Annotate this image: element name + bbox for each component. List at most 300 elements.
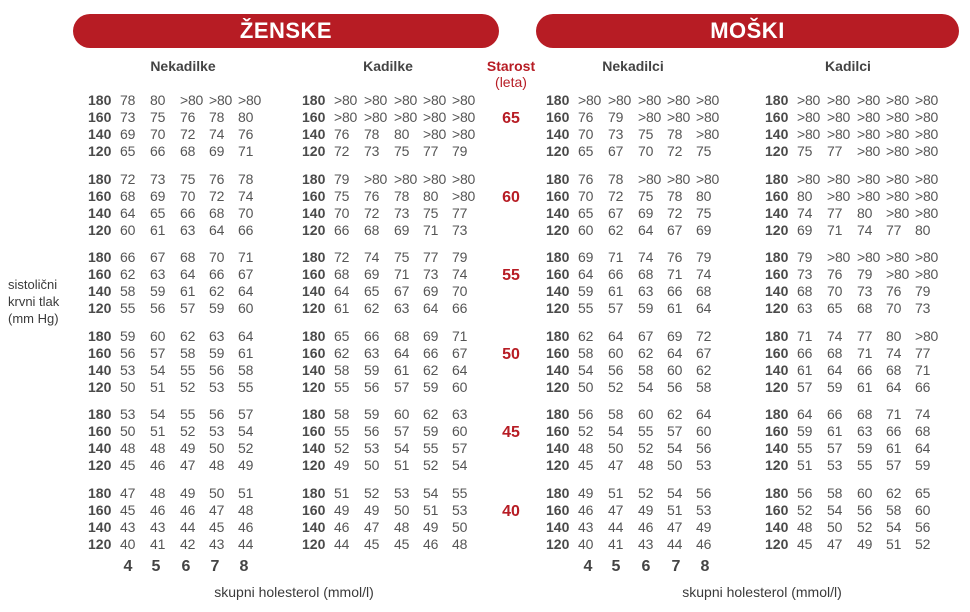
risk-value: >80 [857,126,881,142]
risk-value: 79 [608,109,624,125]
risk-value: 50 [827,518,843,535]
risk-value: 56 [364,378,380,395]
risk-value: >80 [696,170,720,187]
risk-value: 48 [150,484,166,501]
risk-value: 65 [578,204,594,221]
risk-value: 80 [238,109,254,125]
risk-value: 66 [452,300,468,316]
risk-value: 78 [120,92,136,108]
risk-value: 55 [578,300,594,316]
risk-value: 72 [667,143,683,159]
risk-value: 76 [334,126,350,142]
cholesterol-tick-label: 6 [181,558,191,575]
systolic-bp-label: 180 [88,249,112,265]
risk-value: 47 [608,501,624,518]
risk-value: >80 [827,187,851,204]
risk-value: 76 [180,109,196,125]
risk-value: >80 [696,126,720,142]
risk-value: 72 [209,187,225,204]
risk-value: 56 [209,361,225,378]
risk-value: 54 [423,484,439,501]
risk-value: 80 [150,92,166,108]
systolic-bp-label: 160 [88,109,112,125]
risk-value: 65 [827,300,843,316]
risk-value: 56 [150,300,166,316]
risk-value: 71 [608,249,624,265]
risk-value: 79 [452,143,468,159]
risk-value: 50 [452,518,468,535]
risk-value: 62 [886,484,902,501]
risk-value: 61 [886,440,902,456]
risk-value: 74 [827,327,843,344]
risk-value: 61 [857,378,873,395]
risk-value: 57 [180,300,196,316]
risk-value: 76 [364,187,380,204]
risk-value: >80 [334,92,358,108]
risk-value: 64 [667,344,683,361]
risk-value: 51 [667,501,683,518]
risk-value: 73 [915,300,931,316]
risk-value: 48 [578,440,594,456]
systolic-bp-label: 120 [546,300,570,316]
risk-value: 56 [797,484,813,501]
risk-value: 40 [578,535,594,552]
risk-value: 67 [452,344,468,361]
risk-value: 65 [364,283,380,299]
systolic-bp-label: 180 [765,484,789,501]
systolic-bp-label: 140 [546,440,570,456]
risk-value: 48 [394,518,410,535]
risk-value: 79 [915,283,931,299]
systolic-bp-label: 120 [765,300,789,316]
systolic-bp-label: 180 [546,484,570,501]
risk-value: 68 [334,266,350,282]
cholesterol-tick-label: 5 [611,558,621,575]
risk-value: 58 [638,361,654,378]
systolic-bp-label: 160 [765,109,789,125]
risk-value: 79 [857,266,873,282]
risk-value: >80 [886,249,910,265]
systolic-bp-label: 140 [302,518,326,535]
risk-value: 46 [696,535,712,552]
cholesterol-tick-label: 8 [700,558,710,575]
risk-value: 75 [394,249,410,265]
risk-value: 57 [667,423,683,439]
risk-value: 62 [578,327,594,344]
risk-value: 77 [915,344,931,361]
risk-value: 48 [120,440,136,456]
column-header-smoking-women: Kadilke [363,58,413,74]
risk-value: 66 [857,361,873,378]
risk-value: 70 [452,283,468,299]
risk-value: 50 [578,378,594,395]
risk-value: 62 [667,406,683,422]
risk-value: 62 [638,344,654,361]
risk-value: >80 [886,170,910,187]
age-label: 65 [502,110,520,127]
risk-value: 58 [578,344,594,361]
systolic-bp-label: 180 [302,92,326,108]
risk-value: 41 [150,535,166,552]
y-axis-label [8,276,59,327]
risk-value: 55 [334,423,350,439]
age-label: 60 [502,188,520,206]
risk-value: 68 [696,283,712,299]
column-header-nonsmoking-men: Nekadilci [602,58,664,74]
systolic-bp-label: 160 [546,501,570,518]
risk-value: 51 [150,378,166,395]
risk-value: >80 [797,170,821,187]
risk-value: >80 [638,92,662,108]
risk-value: 66 [364,327,380,344]
systolic-bp-label: 160 [765,344,789,361]
risk-value: 70 [578,126,594,142]
risk-value: 75 [638,126,654,142]
systolic-bp-label: 160 [302,187,326,204]
risk-value: 68 [857,406,873,422]
risk-value: 46 [150,501,166,518]
risk-value: 70 [334,204,350,221]
risk-value: >80 [857,92,881,108]
systolic-bp-label: 180 [302,249,326,265]
risk-value: >80 [452,187,476,204]
risk-value: 64 [452,361,468,378]
risk-value: 49 [857,535,873,552]
risk-value: 58 [334,406,350,422]
risk-value: 52 [180,423,196,439]
risk-value: 79 [797,249,813,265]
risk-value: 58 [696,378,712,395]
systolic-bp-label: 160 [302,344,326,361]
risk-value: 79 [696,249,712,265]
risk-value: 51 [150,423,166,439]
systolic-bp-label: 160 [88,344,112,361]
risk-value: 55 [857,457,873,473]
cholesterol-tick-label: 7 [210,558,220,575]
systolic-bp-label: 160 [302,501,326,518]
risk-value: 69 [578,249,594,265]
risk-value: 75 [180,170,196,187]
risk-value: 78 [667,126,683,142]
risk-value: 69 [423,327,439,344]
risk-value: 53 [394,484,410,501]
risk-value: 77 [452,204,468,221]
risk-value: 54 [452,457,468,473]
risk-value: 52 [334,440,350,456]
risk-value: 49 [578,484,594,501]
risk-value: 70 [827,283,843,299]
risk-value: 52 [578,423,594,439]
risk-value: 68 [857,300,873,316]
systolic-bp-label: 120 [302,300,326,316]
risk-value: 73 [857,283,873,299]
risk-value: 52 [423,457,439,473]
risk-value: 63 [452,406,468,422]
risk-value: 75 [696,143,712,159]
systolic-bp-label: 140 [765,126,789,142]
risk-value: 62 [364,300,380,316]
risk-value: 60 [150,327,166,344]
risk-value: 66 [886,423,902,439]
systolic-bp-label: 140 [88,440,112,456]
risk-value: 64 [238,283,254,299]
systolic-bp-label: 160 [546,266,570,282]
risk-value: 64 [180,266,196,282]
systolic-bp-label: 160 [88,423,112,439]
systolic-bp-label: 120 [88,143,112,159]
risk-value: 53 [209,423,225,439]
systolic-bp-label: 140 [546,518,570,535]
risk-value: >80 [886,92,910,108]
risk-value: 60 [638,406,654,422]
risk-value: >80 [797,126,821,142]
risk-value: 44 [334,535,350,552]
systolic-bp-label: 120 [302,457,326,473]
risk-value: 76 [238,126,254,142]
risk-value: 51 [797,457,813,473]
risk-value: 46 [334,518,350,535]
risk-value: 62 [120,266,136,282]
risk-value: 68 [209,204,225,221]
risk-value: 50 [608,440,624,456]
risk-value: 53 [696,457,712,473]
risk-value: 52 [915,535,931,552]
risk-value: 78 [394,187,410,204]
risk-value: 78 [364,126,380,142]
systolic-bp-label: 140 [302,361,326,378]
risk-value: 63 [394,300,410,316]
risk-value: 69 [150,187,166,204]
risk-value: 63 [857,423,873,439]
risk-value: 70 [150,126,166,142]
risk-value: 59 [638,300,654,316]
risk-value: 54 [578,361,594,378]
risk-value: >80 [915,126,939,142]
systolic-bp-label: 160 [765,501,789,518]
risk-value: 46 [180,501,196,518]
risk-value: 62 [334,344,350,361]
risk-value: >80 [394,170,418,187]
risk-value: 57 [886,457,902,473]
women-banner [73,14,499,48]
risk-value: >80 [238,92,262,108]
risk-value: 61 [334,300,350,316]
age-label: 40 [502,502,520,520]
risk-value: 70 [238,204,254,221]
risk-value: 50 [667,457,683,473]
systolic-bp-label: 180 [765,92,789,108]
risk-value: 59 [364,406,380,422]
systolic-bp-label: 160 [546,423,570,439]
risk-value: 50 [394,501,410,518]
risk-value: 51 [886,535,902,552]
risk-value: 45 [364,535,380,552]
systolic-bp-label: 180 [546,406,570,422]
risk-value: >80 [886,266,910,282]
risk-value: 72 [608,187,624,204]
risk-value: >80 [797,92,821,108]
risk-value: 80 [394,126,410,142]
risk-value: 56 [915,518,931,535]
age-label: 55 [502,267,520,284]
risk-value: 47 [209,501,225,518]
risk-value: 64 [886,378,902,395]
systolic-bp-label: 160 [88,501,112,518]
systolic-bp-label: 140 [88,204,112,221]
risk-value: >80 [667,109,691,125]
risk-value: 57 [394,378,410,395]
risk-value: 43 [209,535,225,552]
risk-value: 74 [696,266,712,282]
systolic-bp-label: 140 [765,440,789,456]
systolic-bp-label: 120 [302,378,326,395]
risk-value: 56 [608,361,624,378]
risk-value: 71 [423,221,439,238]
risk-value: 54 [827,501,843,518]
risk-value: 61 [608,283,624,299]
systolic-bp-label: 180 [546,92,570,108]
risk-value: 77 [423,249,439,265]
risk-value: 46 [578,501,594,518]
risk-value: 66 [150,143,166,159]
risk-value: >80 [915,109,939,125]
risk-value: 74 [364,249,380,265]
risk-value: 76 [886,283,902,299]
risk-value: >80 [857,109,881,125]
risk-value: 58 [886,501,902,518]
risk-value: 62 [608,221,624,238]
systolic-bp-label: 160 [88,187,112,204]
risk-value: 51 [334,484,350,501]
risk-value: 54 [886,518,902,535]
risk-value: >80 [638,170,662,187]
cholesterol-tick-label: 5 [151,558,161,575]
risk-value: >80 [915,327,939,344]
risk-value: 77 [857,327,873,344]
risk-value: 43 [150,518,166,535]
risk-value: 66 [423,344,439,361]
risk-value: 67 [394,283,410,299]
risk-value: 75 [423,204,439,221]
risk-value: 49 [334,501,350,518]
risk-value: 66 [915,378,931,395]
risk-value: 41 [608,535,624,552]
systolic-bp-label: 120 [546,457,570,473]
risk-value: 64 [334,283,350,299]
risk-value: 57 [608,300,624,316]
risk-value: >80 [364,92,388,108]
risk-value: 65 [150,204,166,221]
risk-value: 54 [667,484,683,501]
risk-value: 73 [797,266,813,282]
risk-value: 71 [394,266,410,282]
risk-value: 62 [423,361,439,378]
risk-value: 77 [886,221,902,238]
risk-value: 66 [209,266,225,282]
risk-value: 62 [209,283,225,299]
systolic-bp-label: 120 [88,300,112,316]
risk-value: 73 [608,126,624,142]
systolic-bp-label: 180 [765,406,789,422]
risk-value: 64 [423,300,439,316]
risk-value: 63 [180,221,196,238]
risk-value: 65 [915,484,931,501]
risk-value: 76 [578,109,594,125]
risk-value: >80 [364,109,388,125]
risk-value: >80 [334,109,358,125]
risk-value: 46 [150,457,166,473]
risk-value: 75 [696,204,712,221]
risk-value: 73 [394,204,410,221]
risk-value: 79 [334,170,350,187]
risk-value: 65 [334,327,350,344]
risk-value: 69 [120,126,136,142]
y-axis-label-line: (mm Hg) [8,311,59,326]
risk-value: 80 [797,187,813,204]
systolic-bp-label: 120 [546,378,570,395]
systolic-bp-label: 120 [88,378,112,395]
risk-value: >80 [452,109,476,125]
risk-value: 56 [578,406,594,422]
risk-value: 78 [608,170,624,187]
systolic-bp-label: 180 [765,170,789,187]
risk-value: 72 [667,204,683,221]
risk-value: 68 [638,266,654,282]
risk-value: 74 [886,344,902,361]
risk-value: 57 [827,440,843,456]
risk-value: 66 [238,221,254,238]
risk-value: 63 [209,327,225,344]
risk-value: 65 [578,143,594,159]
risk-value: 60 [452,423,468,439]
risk-value: 69 [638,204,654,221]
risk-value: 74 [797,204,813,221]
systolic-bp-label: 120 [546,143,570,159]
risk-value: >80 [915,204,939,221]
risk-value: 40 [120,535,136,552]
risk-value: 51 [423,501,439,518]
risk-value: 47 [364,518,380,535]
risk-value: 47 [180,457,196,473]
systolic-bp-label: 120 [302,143,326,159]
risk-value: 70 [886,300,902,316]
risk-value: 60 [608,344,624,361]
risk-value: 68 [797,283,813,299]
risk-value: 61 [827,423,843,439]
systolic-bp-label: 180 [302,170,326,187]
systolic-bp-label: 180 [302,484,326,501]
risk-value: 57 [150,344,166,361]
risk-value: 74 [238,187,254,204]
risk-value: 54 [150,361,166,378]
risk-value: 58 [608,406,624,422]
risk-value: 50 [120,423,136,439]
risk-value: 53 [209,378,225,395]
risk-value: 49 [364,501,380,518]
systolic-bp-label: 140 [88,518,112,535]
risk-value: 71 [452,327,468,344]
risk-value: 55 [120,300,136,316]
risk-value: 72 [696,327,712,344]
systolic-bp-label: 120 [765,535,789,552]
risk-value: 53 [120,361,136,378]
risk-value: 55 [452,484,468,501]
systolic-bp-label: 120 [88,457,112,473]
risk-value: 57 [797,378,813,395]
x-axis-label-women: skupni holesterol (mmol/l) [214,584,374,600]
risk-value: 74 [452,266,468,282]
risk-value: >80 [394,109,418,125]
